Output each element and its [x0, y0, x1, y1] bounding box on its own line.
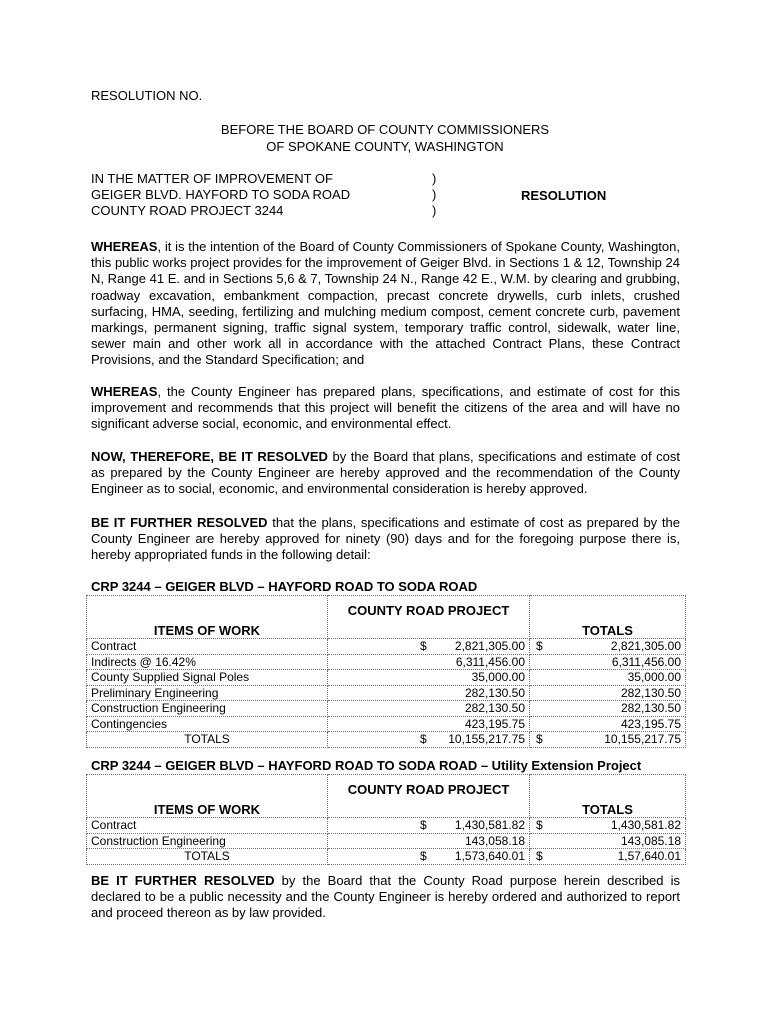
project-cell: 282,130.50: [328, 701, 530, 717]
total-cell: $ 1,430,581.82: [530, 818, 686, 834]
total-cell: 282,130.50: [530, 685, 686, 701]
matter-line2: GEIGER BLVD. HAYFORD TO SODA ROAD: [91, 187, 351, 202]
resolved-paragraph: [91, 449, 680, 498]
p4-lead: BE IT FURTHER RESOLVED: [91, 515, 268, 530]
matter-line3: COUNTY ROAD PROJECT 3244: [91, 203, 284, 218]
item-cell: Contract: [87, 639, 328, 655]
table1: [86, 595, 686, 748]
project-cell: 423,195.75: [328, 716, 530, 732]
project-cell: $ 2,821,305.00: [328, 639, 530, 655]
item-cell: Construction Engineering: [87, 701, 328, 717]
p2-text: , the County Engineer has prepared plans, specifications, and estimate of cost for this improvement and recommends that this project will benefit the citizens of the area and will have no significant adverse social, economic, and environmental effect.: [91, 384, 680, 432]
total-cell: 6,311,456.00: [530, 654, 686, 670]
table-row: [87, 654, 686, 670]
p1-lead: WHEREAS: [91, 239, 158, 254]
whereas-paragraph-1: [91, 239, 680, 369]
table2-header-totals: TOTALS: [530, 775, 686, 818]
table2-header-project: COUNTY ROAD PROJECT: [328, 775, 530, 818]
table1-header-totals: TOTALS: [530, 596, 686, 639]
table1-totals-total: $ 10,155,217.75: [530, 732, 686, 748]
table1-totals-label: TOTALS: [87, 732, 328, 748]
resolution-number: RESOLUTION NO.: [91, 88, 203, 103]
p2-lead: WHEREAS: [91, 384, 158, 399]
paren-1: ): [432, 171, 437, 186]
table2: [86, 774, 686, 865]
paren-2: ): [432, 187, 437, 202]
table1-header-project: COUNTY ROAD PROJECT: [328, 596, 530, 639]
total-cell: 143,085.18: [530, 833, 686, 849]
total-cell: $ 2,821,305.00: [530, 639, 686, 655]
matter-line1: IN THE MATTER OF IMPROVEMENT OF: [91, 171, 333, 186]
table-row: [87, 833, 686, 849]
project-cell: 35,000.00: [328, 670, 530, 686]
table1-totals-project: $ 10,155,217.75: [328, 732, 530, 748]
total-cell: 423,195.75: [530, 716, 686, 732]
further-resolved-paragraph-1: [91, 515, 680, 564]
project-cell: 282,130.50: [328, 685, 530, 701]
item-cell: County Supplied Signal Poles: [87, 670, 328, 686]
total-cell: 282,130.50: [530, 701, 686, 717]
p3-lead: NOW, THEREFORE, BE IT RESOLVED: [91, 449, 328, 464]
whereas-paragraph-2: [91, 384, 680, 433]
table1-caption: CRP 3244 – GEIGER BLVD – HAYFORD ROAD TO SODA ROAD: [91, 579, 478, 594]
further-resolved-paragraph-2: [91, 873, 680, 922]
board-heading-line2: OF SPOKANE COUNTY, WASHINGTON: [266, 139, 504, 154]
table-row: [87, 639, 686, 655]
p3-text: by the Board that plans, specifications and estimate of cost as prepared by the County Engineer are hereby approved and the recommendation of the County Engineer as to social, economic, and environmental consideration is hereby approved.: [91, 449, 680, 497]
item-cell: Construction Engineering: [87, 833, 328, 849]
board-heading-line1: BEFORE THE BOARD OF COUNTY COMMISSIONERS: [220, 122, 550, 137]
table2-totals-label: TOTALS: [87, 849, 328, 865]
p5-lead: BE IT FURTHER RESOLVED: [91, 873, 275, 888]
table-row: [87, 716, 686, 732]
table1-header-items: ITEMS OF WORK: [87, 596, 328, 639]
table2-caption: CRP 3244 – GEIGER BLVD – HAYFORD ROAD TO SODA ROAD – Utility Extension Project: [91, 758, 642, 773]
table2-header-items: ITEMS OF WORK: [87, 775, 328, 818]
item-cell: Indirects @ 16.42%: [87, 654, 328, 670]
table-row: [87, 670, 686, 686]
project-cell: 6,311,456.00: [328, 654, 530, 670]
p4-text: that the plans, specifications and estimate of cost as prepared by the County Engineer are hereby approved for ninety (90) days and for the foregoing purpose there is, hereby appropriated funds in the following detail:: [91, 515, 680, 563]
table-row: [87, 818, 686, 834]
p5-text: by the Board that the County Road purpose herein described is declared to be a public necessity and the County Engineer is hereby ordered and authorized to report and proceed thereon as by law provided.: [91, 873, 680, 921]
item-cell: Preliminary Engineering: [87, 685, 328, 701]
table2-totals-total: $ 1,57,640.01: [530, 849, 686, 865]
project-cell: $ 1,430,581.82: [328, 818, 530, 834]
table-row: [87, 701, 686, 717]
item-cell: Contract: [87, 818, 328, 834]
total-cell: 35,000.00: [530, 670, 686, 686]
resolution-label: RESOLUTION: [521, 188, 607, 203]
project-cell: 143,058.18: [328, 833, 530, 849]
table-row: [87, 685, 686, 701]
paren-3: ): [432, 203, 437, 218]
p1-text: , it is the intention of the Board of County Commissioners of Spokane County, Washington, this public works project provides for the improvement of Geiger Blvd. in Sections 1 & 12, Township 24 N, Range 41 E. and in Sections 5,6 & 7, Township 24 N., Range 42 E., W.M. by clearing and grubbing, roadway excavation, embankment compaction, precast concrete drywells, curb inlets, crushed surfacing, HMA, seeding, fertilizing and mulching medium compost, cement concrete curb, pavement markings, permanent signing, traffic signal system, temporary traffic control, sidewalk, water line, sewer main and other work all in accordance with the attached Contract Plans, these Contract Provisions, and the Standard Specification; and: [91, 239, 680, 368]
table2-totals-project: $ 1,573,640.01: [328, 849, 530, 865]
item-cell: Contingencies: [87, 716, 328, 732]
